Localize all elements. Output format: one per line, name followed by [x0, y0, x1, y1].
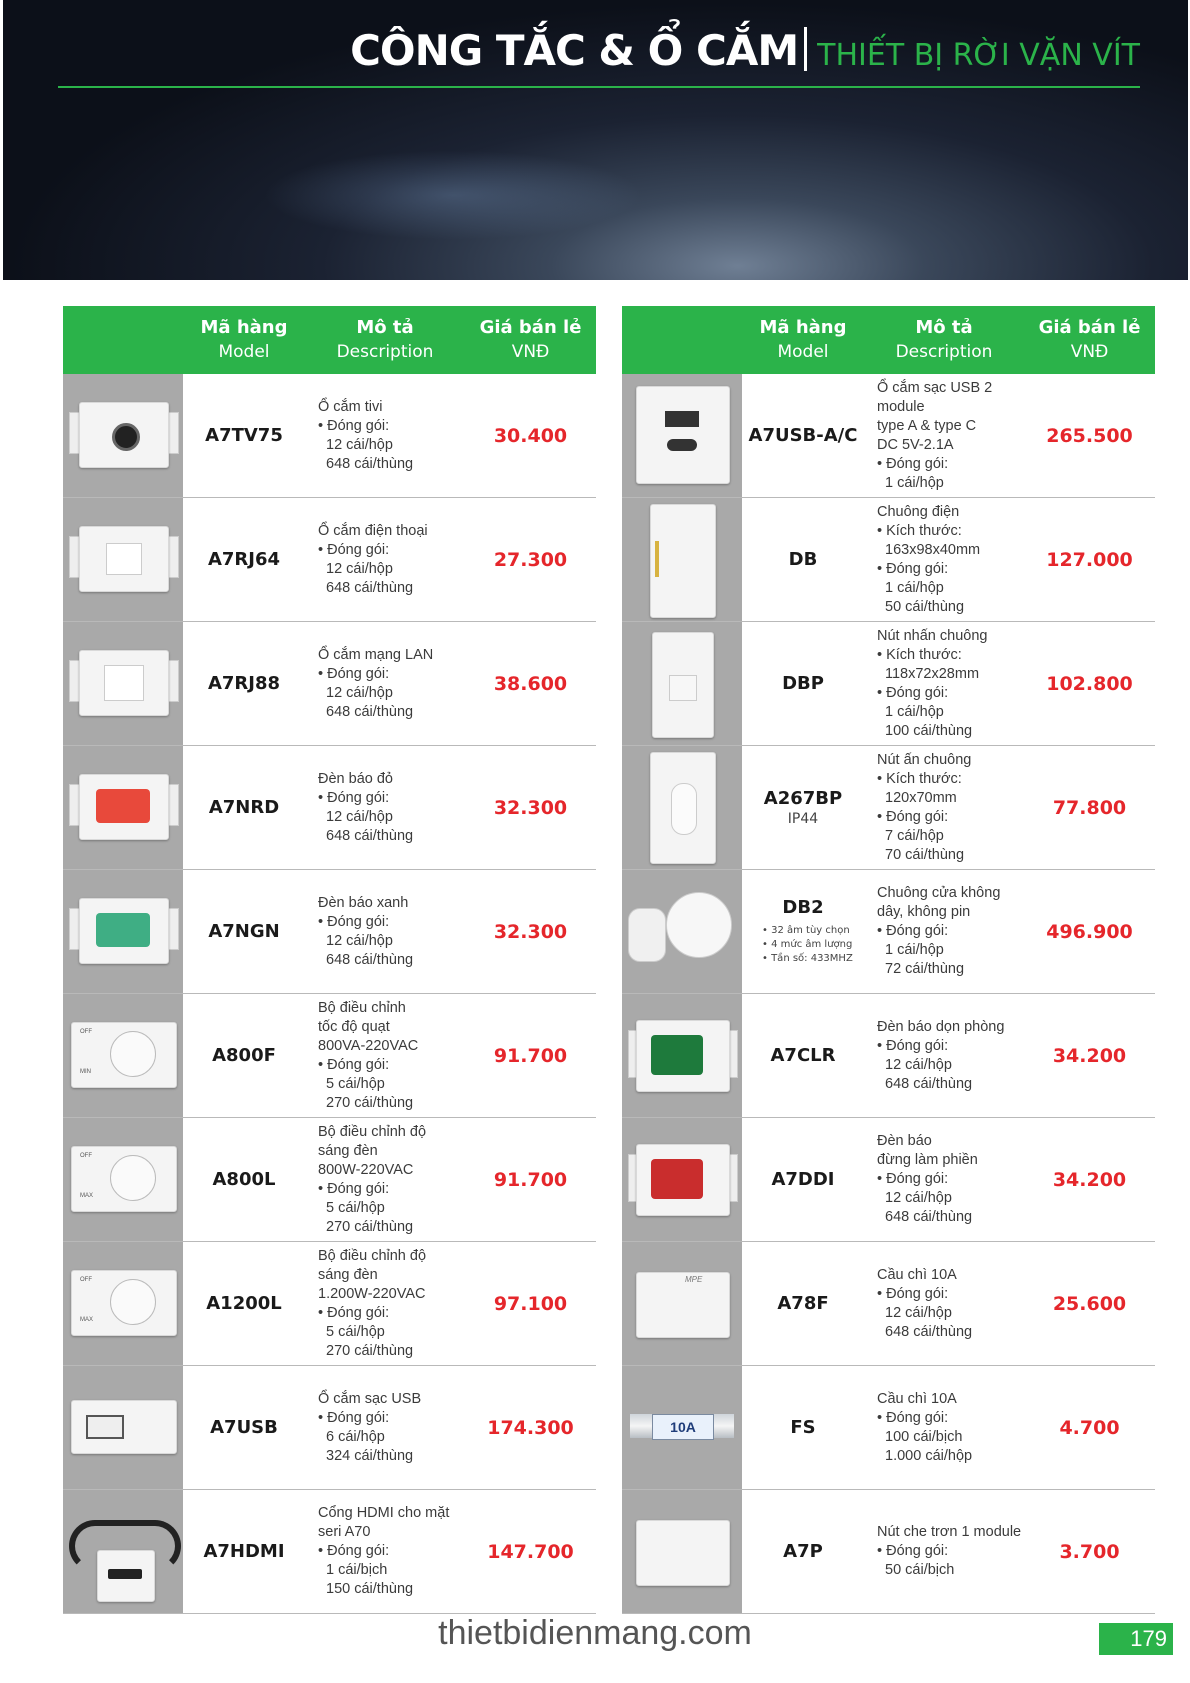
description-line: 120x70mm — [885, 789, 957, 806]
description-line: • Đóng gói: — [877, 1285, 949, 1302]
description-line: 12 cái/hộp — [326, 932, 393, 949]
description-line: module — [877, 398, 925, 415]
description-line: 270 cái/thùng — [326, 1342, 414, 1359]
description-line: dây, không pin — [877, 904, 971, 920]
table-row — [63, 1242, 596, 1366]
description-line: Chuông cửa không — [877, 885, 1001, 901]
description-line: • Đóng gói: — [877, 560, 949, 577]
description-line: tốc độ quạt — [318, 1018, 390, 1035]
note-line: • 32 âm tùy chọn — [762, 925, 850, 936]
model-cell — [183, 1118, 305, 1241]
description-line: Cầu chì 10A — [877, 1266, 957, 1283]
description-line: 12 cái/hộp — [885, 1056, 952, 1073]
product-image — [622, 994, 742, 1117]
table-row — [63, 1366, 596, 1490]
header-price: Giá bán lẻ VNĐ — [1038, 317, 1141, 362]
description-line: • Đóng gói: — [318, 665, 390, 682]
table-row — [63, 746, 596, 870]
description-line: • Đóng gói: — [318, 913, 390, 930]
model-code: A7DDI — [771, 1169, 835, 1190]
description-line: 324 cái/thùng — [326, 1447, 414, 1464]
description-line: Bộ điều chỉnh độ — [318, 1247, 427, 1264]
product-table-left — [63, 306, 596, 1614]
table-row — [622, 1366, 1155, 1490]
product-image — [63, 1118, 183, 1241]
model-code: A7HDMI — [203, 1541, 285, 1562]
model-cell — [742, 498, 864, 621]
price-cell: 34.200 — [1052, 1044, 1127, 1067]
header-description: Mô tả Description — [895, 317, 993, 362]
product-table-right — [622, 306, 1155, 1614]
header-model: Mã hàng Model — [759, 317, 847, 362]
description-line: Bộ điều chỉnh — [318, 999, 406, 1016]
description-line: • Đóng gói: — [877, 1037, 949, 1054]
product-image — [63, 498, 183, 621]
model-cell — [183, 1366, 305, 1489]
model-cell — [742, 1118, 864, 1241]
description-line: 5 cái/hộp — [326, 1075, 385, 1092]
description-line: 648 cái/thùng — [326, 455, 414, 472]
table-row — [63, 498, 596, 622]
title-main: CÔNG TẮC & Ổ CẮM — [350, 26, 799, 75]
description-line: 12 cái/hộp — [326, 560, 393, 577]
dimmer-off-label: OFF — [80, 1153, 92, 1159]
table-row — [63, 622, 596, 746]
table-row — [63, 870, 596, 994]
product-image — [622, 870, 742, 993]
model-code: A7CLR — [770, 1045, 836, 1066]
description-line: 648 cái/thùng — [885, 1323, 973, 1340]
table-row — [622, 1490, 1155, 1614]
product-image — [63, 622, 183, 745]
description-cell — [318, 1366, 468, 1489]
model-code: A267BP — [763, 788, 843, 809]
description-line: 1 cái/hộp — [885, 579, 944, 596]
description-line: type A & type C — [877, 417, 977, 434]
header-description: Mô tả Description — [336, 317, 434, 362]
product-image — [63, 870, 183, 993]
description-line: 7 cái/hộp — [885, 827, 944, 844]
description-line: • Đóng gói: — [877, 923, 949, 939]
description-line: 100 cái/thùng — [885, 722, 973, 739]
model-cell — [183, 870, 305, 993]
description-line: Cầu chì 10A — [877, 1390, 957, 1407]
description-line: sáng đèn — [318, 1266, 378, 1283]
product-image — [622, 498, 742, 621]
description-line: Đèn báo — [877, 1133, 932, 1149]
model-cell — [742, 374, 864, 497]
description-line: 6 cái/hộp — [326, 1428, 385, 1445]
description-line: Đèn báo đỏ — [318, 770, 393, 787]
price-cell: 91.700 — [493, 1044, 568, 1067]
model-code: A800F — [212, 1045, 276, 1066]
model-cell — [742, 870, 864, 993]
table-row — [63, 374, 596, 498]
table-header — [63, 306, 596, 374]
price-cell: 32.300 — [493, 920, 568, 943]
description-line: 100 cái/bịch — [885, 1428, 963, 1445]
description-line: 270 cái/thùng — [326, 1218, 414, 1235]
description-line: Ổ cắm điện thoại — [318, 522, 428, 539]
description-cell — [318, 1118, 468, 1241]
product-image — [622, 1242, 742, 1365]
description-cell — [877, 622, 1027, 745]
dimmer-max-label: MAX — [80, 1317, 94, 1323]
description-line: 70 cái/thùng — [885, 846, 965, 863]
product-image — [63, 994, 183, 1117]
description-line: 270 cái/thùng — [326, 1094, 414, 1111]
dimmer-max-label: MAX — [80, 1193, 94, 1199]
description-line: • Kích thước: — [877, 770, 962, 787]
description-cell — [318, 870, 468, 993]
model-code: A7TV75 — [205, 425, 283, 446]
description-line: Đèn báo dọn phòng — [877, 1018, 1005, 1035]
description-line: Nút che trơn 1 module — [877, 1524, 1022, 1540]
product-image — [622, 1490, 742, 1613]
header-price: Giá bán lẻ VNĐ — [479, 317, 582, 362]
table-row — [622, 746, 1155, 870]
description-line: 1.000 cái/hộp — [885, 1447, 973, 1464]
model-cell — [183, 746, 305, 869]
price-cell: 496.900 — [1046, 920, 1133, 943]
description-cell — [877, 1118, 1027, 1241]
description-line: Chuông điện — [877, 503, 960, 520]
description-cell — [318, 1490, 468, 1613]
table-row — [622, 994, 1155, 1118]
description-line: Ổ cắm sạc USB 2 — [877, 379, 993, 396]
description-cell — [877, 498, 1027, 621]
page-title — [350, 26, 1140, 75]
product-image — [63, 1366, 183, 1489]
model-code: A7NRD — [208, 797, 280, 818]
description-line: 1 cái/hộp — [885, 703, 944, 720]
description-line: Cổng HDMI cho mặt — [318, 1505, 450, 1521]
table-row — [63, 1118, 596, 1242]
model-cell — [742, 622, 864, 745]
price-cell: 147.700 — [487, 1540, 574, 1563]
product-image — [63, 374, 183, 497]
model-cell — [742, 1490, 864, 1613]
description-line: • Đóng gói: — [318, 417, 390, 434]
description-line: 648 cái/thùng — [885, 1075, 973, 1092]
model-code: DB2 — [782, 897, 824, 918]
price-cell: 4.700 — [1059, 1416, 1120, 1439]
model-code: A800L — [212, 1169, 276, 1190]
description-line: 12 cái/hộp — [326, 436, 393, 453]
description-line: 648 cái/thùng — [326, 703, 414, 720]
model-code: DB — [788, 549, 818, 570]
description-line: • Đóng gói: — [318, 1056, 390, 1073]
description-line: đừng làm phiền — [877, 1152, 978, 1168]
description-line: Ổ cắm tivi — [318, 398, 383, 415]
description-line: 648 cái/thùng — [885, 1209, 973, 1225]
product-image — [622, 1366, 742, 1489]
price-cell: 77.800 — [1052, 796, 1127, 819]
model-code: A7NGN — [208, 921, 280, 942]
title-sub: THIẾT BỊ RỜI VẶN VÍT — [817, 38, 1140, 73]
description-line: 118x72x28mm — [885, 665, 980, 682]
model-cell — [183, 498, 305, 621]
banner-glow — [263, 150, 643, 240]
model-cell — [183, 374, 305, 497]
price-cell: 97.100 — [493, 1292, 568, 1315]
description-line: • Kích thước: — [877, 646, 962, 663]
footer-website: thietbidienmang.com — [438, 1614, 752, 1652]
description-line: • Kích thước: — [877, 522, 962, 539]
description-cell — [877, 746, 1027, 869]
description-line: 50 cái/thùng — [885, 598, 965, 615]
model-code: DBP — [782, 673, 824, 694]
description-line: 1 cái/hộp — [885, 474, 944, 491]
description-line: • Đóng gói: — [877, 684, 949, 701]
header-banner — [3, 0, 1188, 280]
description-line: • Đóng gói: — [318, 1180, 390, 1197]
dimmer-off-label: OFF — [80, 1277, 92, 1283]
description-line: 648 cái/thùng — [326, 951, 414, 968]
description-line: 648 cái/thùng — [326, 579, 414, 596]
model-cell — [742, 746, 864, 869]
description-line: 12 cái/hộp — [885, 1304, 952, 1321]
model-code: A7RJ64 — [207, 549, 281, 570]
product-image — [622, 746, 742, 869]
description-line: Đèn báo xanh — [318, 894, 409, 911]
description-line: 50 cái/bịch — [885, 1562, 955, 1578]
table-row — [63, 994, 596, 1118]
table-row — [622, 498, 1155, 622]
model-code: A7RJ88 — [207, 673, 281, 694]
price-cell: 34.200 — [1052, 1168, 1127, 1191]
title-separator — [804, 27, 807, 71]
description-line: • Đóng gói: — [877, 1409, 949, 1426]
description-cell — [877, 994, 1027, 1117]
price-cell: 25.600 — [1052, 1292, 1127, 1315]
description-cell — [318, 374, 468, 497]
description-line: 5 cái/hộp — [326, 1199, 385, 1216]
page-number: 179 — [1099, 1623, 1173, 1655]
description-line: Ổ cắm sạc USB — [318, 1390, 422, 1407]
header-model: Mã hàng Model — [200, 317, 288, 362]
price-cell: 174.300 — [487, 1416, 574, 1439]
price-cell: 3.700 — [1059, 1540, 1120, 1563]
price-cell: 102.800 — [1046, 672, 1133, 695]
description-line: • Đóng gói: — [318, 1543, 390, 1559]
price-cell: 38.600 — [493, 672, 568, 695]
description-line: • Đóng gói: — [318, 1409, 390, 1426]
model-cell — [183, 994, 305, 1117]
description-line: Ổ cắm mạng LAN — [318, 646, 434, 663]
description-cell — [318, 746, 468, 869]
table-row — [622, 870, 1155, 994]
description-cell — [877, 374, 1027, 497]
description-line: • Đóng gói: — [877, 1171, 949, 1187]
note-line: • 4 mức âm lượng — [762, 939, 853, 950]
description-line: 5 cái/hộp — [326, 1323, 385, 1340]
description-line: seri A70 — [318, 1524, 371, 1540]
description-line: Nút nhấn chuông — [877, 627, 988, 644]
model-cell — [742, 1242, 864, 1365]
price-cell: 30.400 — [493, 424, 568, 447]
table-row — [622, 622, 1155, 746]
fan-off-label: OFF — [80, 1029, 92, 1035]
price-cell: 127.000 — [1046, 548, 1133, 571]
table-header — [622, 306, 1155, 374]
description-line: DC 5V-2.1A — [877, 436, 954, 453]
product-image — [622, 1118, 742, 1241]
description-line: 800VA-220VAC — [318, 1037, 419, 1054]
description-cell — [877, 870, 1027, 993]
product-image — [63, 1490, 183, 1613]
model-code: A1200L — [206, 1293, 282, 1314]
description-line: • Đóng gói: — [318, 1304, 390, 1321]
description-cell — [318, 994, 468, 1117]
description-line: 1 cái/bịch — [326, 1562, 388, 1578]
description-cell — [318, 498, 468, 621]
table-row — [63, 1490, 596, 1614]
description-line: Bộ điều chỉnh độ — [318, 1123, 427, 1140]
description-line: • Đóng gói: — [877, 455, 949, 472]
description-line: • Đóng gói: — [877, 1543, 949, 1559]
description-cell — [877, 1490, 1027, 1613]
description-cell — [877, 1242, 1027, 1365]
description-line: 163x98x40mm — [885, 541, 981, 558]
model-cell — [183, 1490, 305, 1613]
description-line: 1 cái/hộp — [885, 942, 944, 958]
model-code: A7USB-A/C — [748, 425, 858, 446]
fan-min-label: MIN — [80, 1069, 91, 1075]
price-cell: 265.500 — [1046, 424, 1133, 447]
description-line: • Đóng gói: — [877, 808, 949, 825]
description-line: 800W-220VAC — [318, 1161, 414, 1178]
model-sub: IP44 — [787, 811, 819, 827]
description-line: 12 cái/hộp — [326, 808, 393, 825]
description-line: 72 cái/thùng — [885, 961, 965, 977]
model-cell — [742, 1366, 864, 1489]
note-line: • Tần số: 433MHZ — [762, 953, 853, 964]
product-image — [622, 622, 742, 745]
description-line: 150 cái/thùng — [326, 1581, 414, 1597]
product-image — [63, 746, 183, 869]
price-cell: 32.300 — [493, 796, 568, 819]
description-line: 648 cái/thùng — [326, 827, 414, 844]
product-image — [622, 374, 742, 497]
model-code: A7USB — [210, 1417, 278, 1438]
model-code: FS — [790, 1417, 816, 1438]
product-image — [63, 1242, 183, 1365]
description-line: sáng đèn — [318, 1142, 378, 1159]
description-line: Nút ấn chuông — [877, 751, 972, 768]
table-row — [622, 1118, 1155, 1242]
description-line: • Đóng gói: — [318, 789, 390, 806]
fuse-label: 10A — [670, 1419, 696, 1435]
model-notes — [742, 924, 853, 966]
model-code: A78F — [777, 1293, 829, 1314]
model-code: A7P — [783, 1541, 823, 1562]
model-cell — [183, 1242, 305, 1365]
banner-divider — [58, 86, 1140, 88]
description-cell — [877, 1366, 1027, 1489]
price-cell: 27.300 — [493, 548, 568, 571]
model-cell — [183, 622, 305, 745]
description-line: • Đóng gói: — [318, 541, 390, 558]
description-line: 1.200W-220VAC — [318, 1285, 426, 1302]
table-row — [622, 374, 1155, 498]
description-cell — [318, 1242, 468, 1365]
description-line: 12 cái/hộp — [885, 1190, 952, 1206]
model-cell — [742, 994, 864, 1117]
table-row — [622, 1242, 1155, 1366]
price-cell: 91.700 — [493, 1168, 568, 1191]
description-cell — [318, 622, 468, 745]
fuse-brand-label: MPE — [685, 1275, 703, 1284]
description-line: 12 cái/hộp — [326, 684, 393, 701]
